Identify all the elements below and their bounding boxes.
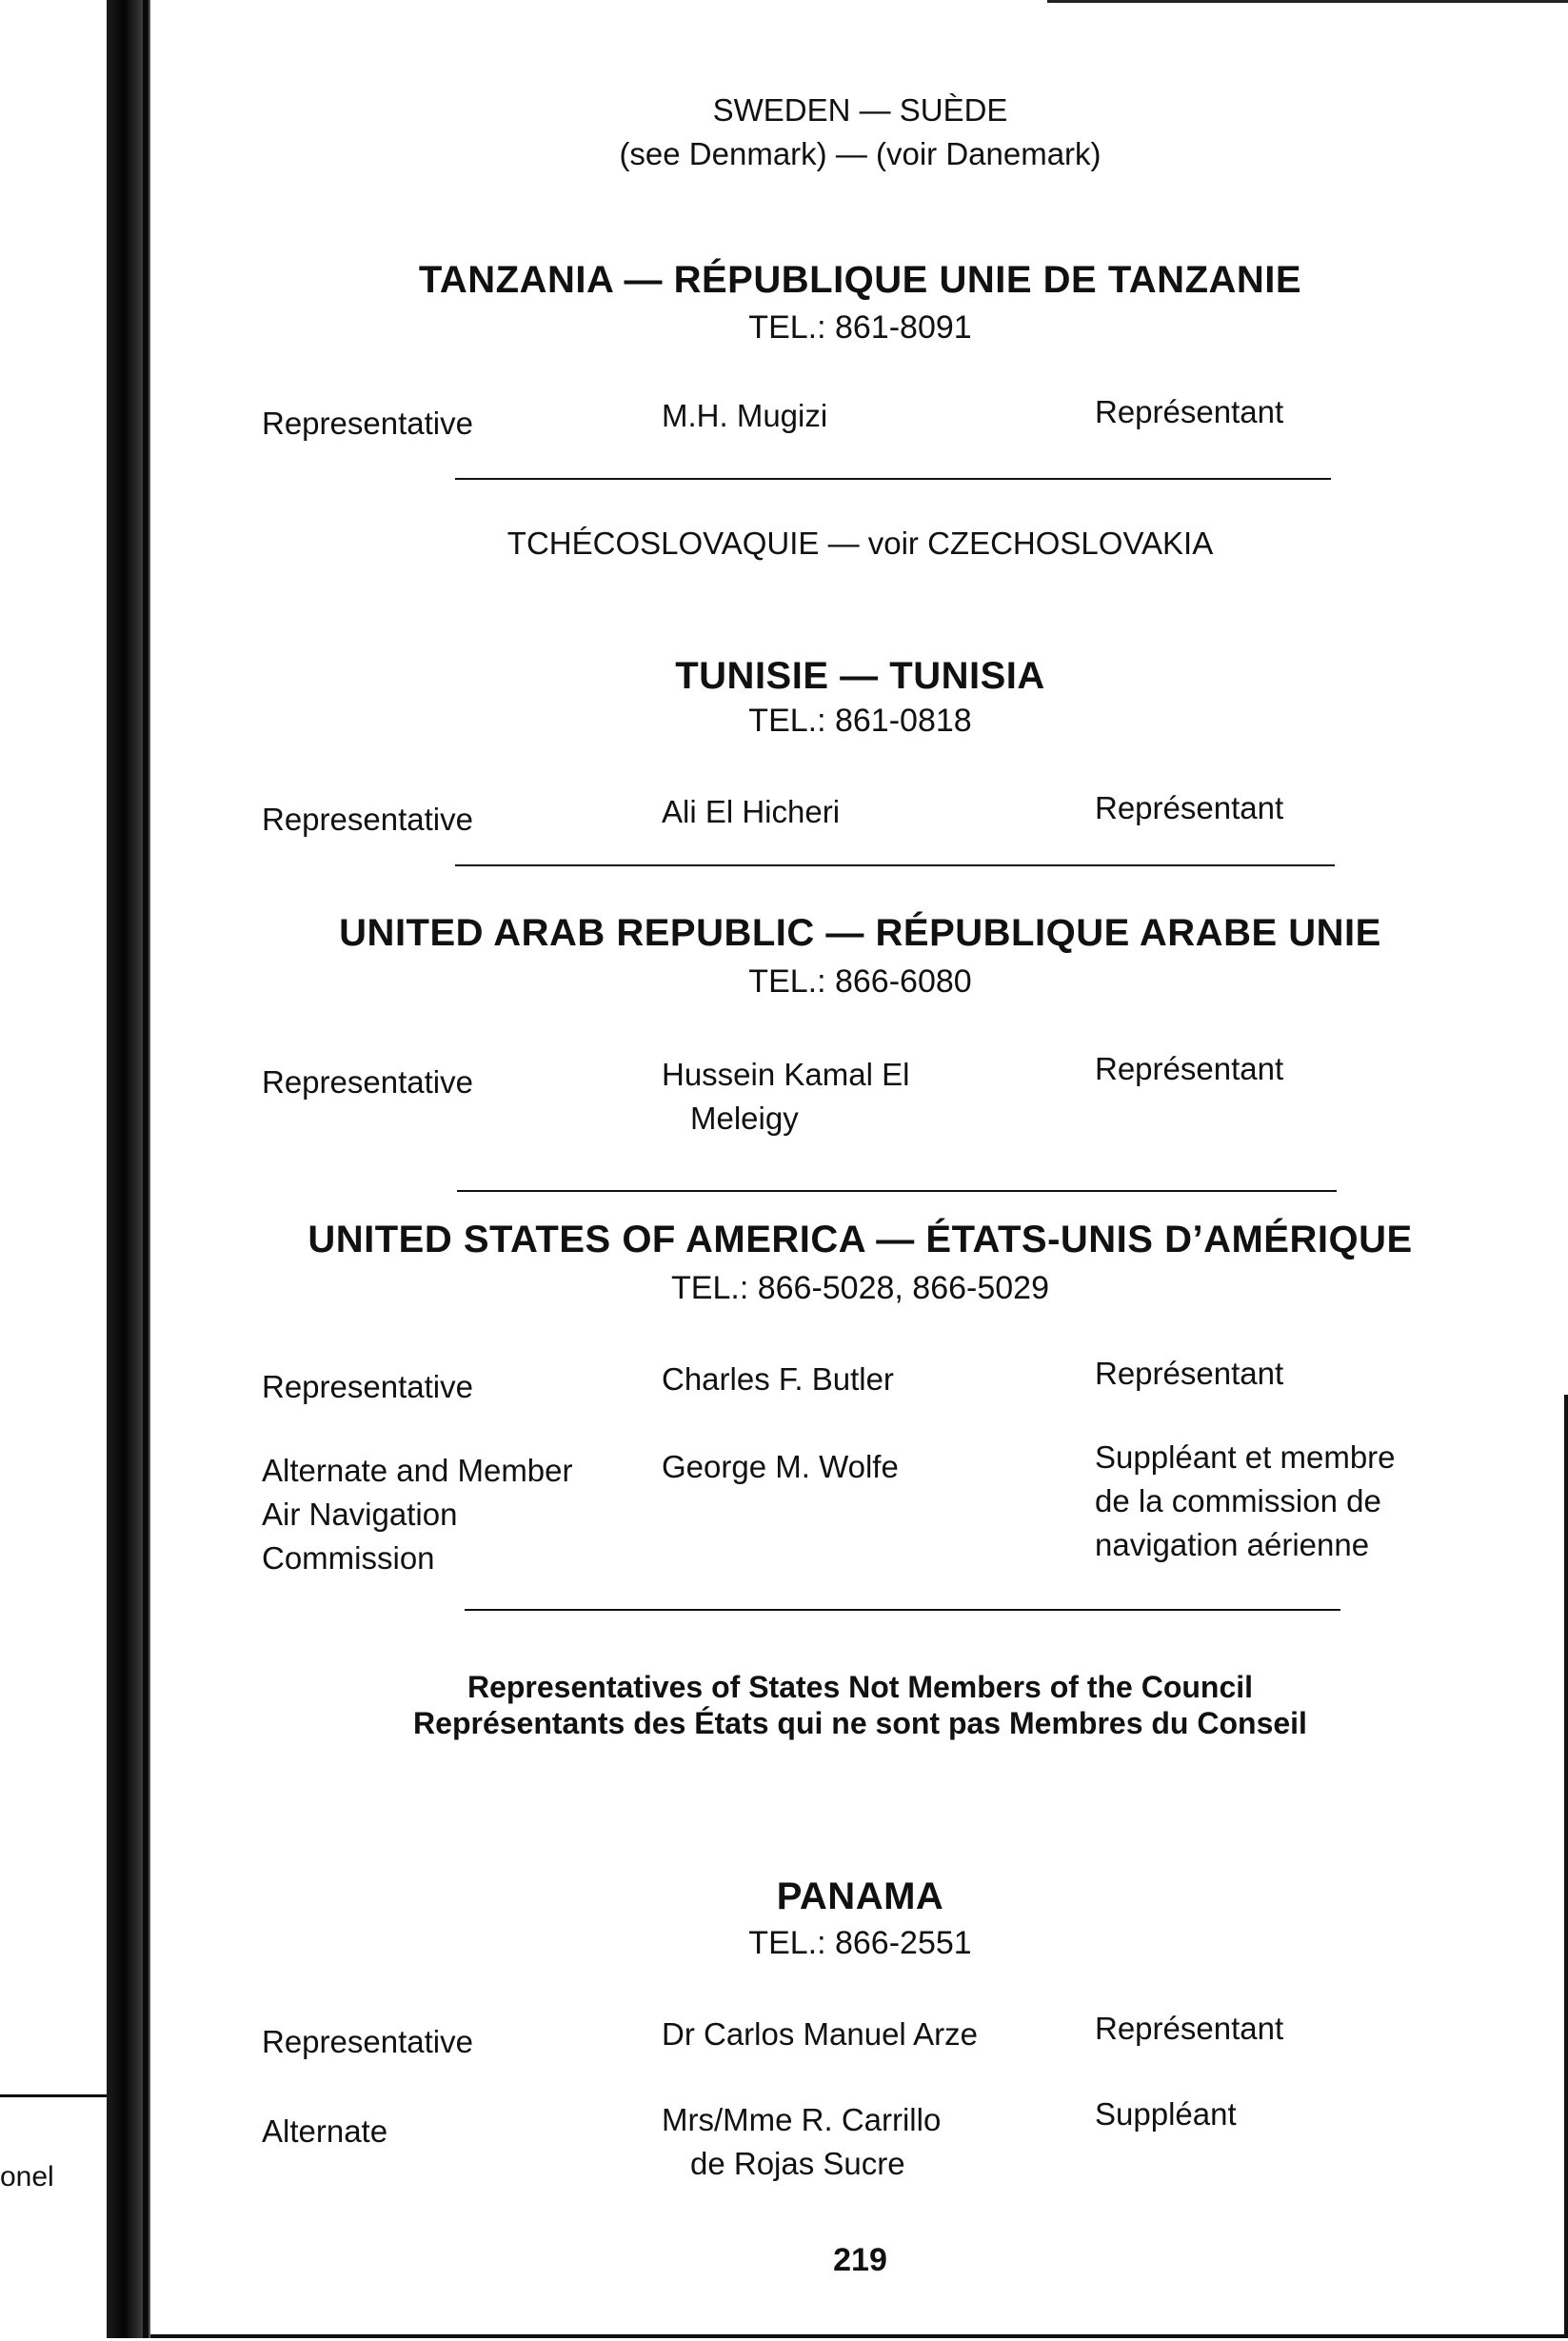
non-members-heading-en: Representatives of States Not Members of the Council xyxy=(466,1670,1254,1704)
usa-alt-role-fr xyxy=(1095,1436,1476,1567)
sweden-note: (see Denmark) — (voir Danemark) xyxy=(619,136,1102,171)
uar-rep-name-line1: Hussein Kamal El xyxy=(662,1057,910,1092)
usa-alt-name: George M. Wolfe xyxy=(662,1449,899,1484)
page-binding-edge xyxy=(143,0,149,2338)
divider xyxy=(465,1609,1340,1611)
usa-title: UNITED STATES OF AMERICA — ÉTATS-UNIS D’AMÉRIQUE xyxy=(308,1219,1413,1260)
panama-alt-name-line2: de Rojas Sucre xyxy=(690,2146,905,2181)
tanzania-rep-role-fr: Représentant xyxy=(1095,394,1284,429)
divider xyxy=(457,1190,1337,1192)
non-members-heading-fr: Représentants des États qui ne sont pas Membres du Conseil xyxy=(413,1706,1307,1740)
tunisia-title: TUNISIE — TUNISIA xyxy=(675,655,1045,697)
page-number: 219 xyxy=(833,2242,887,2278)
usa-alt-role-en-line1: Alternate and Member xyxy=(262,1453,573,1488)
panama-tel: TEL.: 866-2551 xyxy=(748,1925,972,1961)
tunisia-rep-role-fr: Représentant xyxy=(1095,790,1284,825)
usa-alt-role-en-line3: Commission xyxy=(262,1540,435,1576)
tanzania-rep-name: M.H. Mugizi xyxy=(662,398,828,433)
tunisia-rep-name: Ali El Hicheri xyxy=(662,794,841,829)
uar-rep-name xyxy=(662,1053,1062,1141)
tanzania-tel: TEL.: 861-8091 xyxy=(748,309,972,346)
usa-alt-role-fr-line2: de la commission de xyxy=(1095,1483,1381,1518)
adjacent-page-fragment: onel xyxy=(0,2161,54,2192)
sweden-title: SWEDEN — SUÈDE xyxy=(712,92,1008,128)
uar-rep-role-fr: Représentant xyxy=(1095,1051,1284,1086)
document-page xyxy=(152,0,1568,2338)
usa-rep-role-fr: Représentant xyxy=(1095,1356,1284,1391)
tunisia-tel: TEL.: 861-0818 xyxy=(748,703,972,739)
panama-rep-name: Dr Carlos Manuel Arze xyxy=(662,2016,978,2052)
panama-rep-role-en: Representative xyxy=(262,2024,473,2059)
divider xyxy=(455,864,1335,866)
usa-alt-role-fr-line1: Suppléant et membre xyxy=(1095,1439,1396,1475)
adjacent-page-edge-lower xyxy=(0,2094,107,2341)
usa-rep-name: Charles F. Butler xyxy=(662,1361,894,1397)
panama-alt-role-en: Alternate xyxy=(262,2113,388,2149)
uar-tel: TEL.: 866-6080 xyxy=(748,963,972,1000)
panama-alt-name xyxy=(662,2098,1062,2186)
uar-rep-name-line2: Meleigy xyxy=(690,1101,799,1136)
usa-alt-role-fr-line3: navigation aérienne xyxy=(1095,1527,1370,1562)
tanzania-title: TANZANIA — RÉPUBLIQUE UNIE DE TANZANIE xyxy=(418,259,1302,301)
panama-alt-name-line1: Mrs/Mme R. Carrillo xyxy=(662,2102,942,2137)
czechoslovakia-reference: TCHÉCOSLOVAQUIE — voir CZECHOSLOVAKIA xyxy=(506,526,1214,561)
usa-alt-role-en xyxy=(262,1449,605,1580)
usa-alt-role-en-line2: Air Navigation xyxy=(262,1497,458,1532)
usa-rep-role-en: Representative xyxy=(262,1369,473,1404)
tunisia-rep-role-en: Representative xyxy=(262,802,473,837)
tanzania-rep-role-en: Representative xyxy=(262,406,473,441)
uar-title: UNITED ARAB REPUBLIC — RÉPUBLIQUE ARABE UNIE xyxy=(339,912,1381,954)
usa-tel: TEL.: 866-5028, 866-5029 xyxy=(671,1270,1049,1306)
panama-rep-role-fr: Représentant xyxy=(1095,2011,1284,2046)
adjacent-page-edge xyxy=(0,0,109,1190)
panama-title: PANAMA xyxy=(776,1875,944,1917)
uar-rep-role-en: Representative xyxy=(262,1064,473,1100)
panama-alt-role-fr: Suppléant xyxy=(1095,2096,1237,2132)
divider xyxy=(455,478,1331,480)
